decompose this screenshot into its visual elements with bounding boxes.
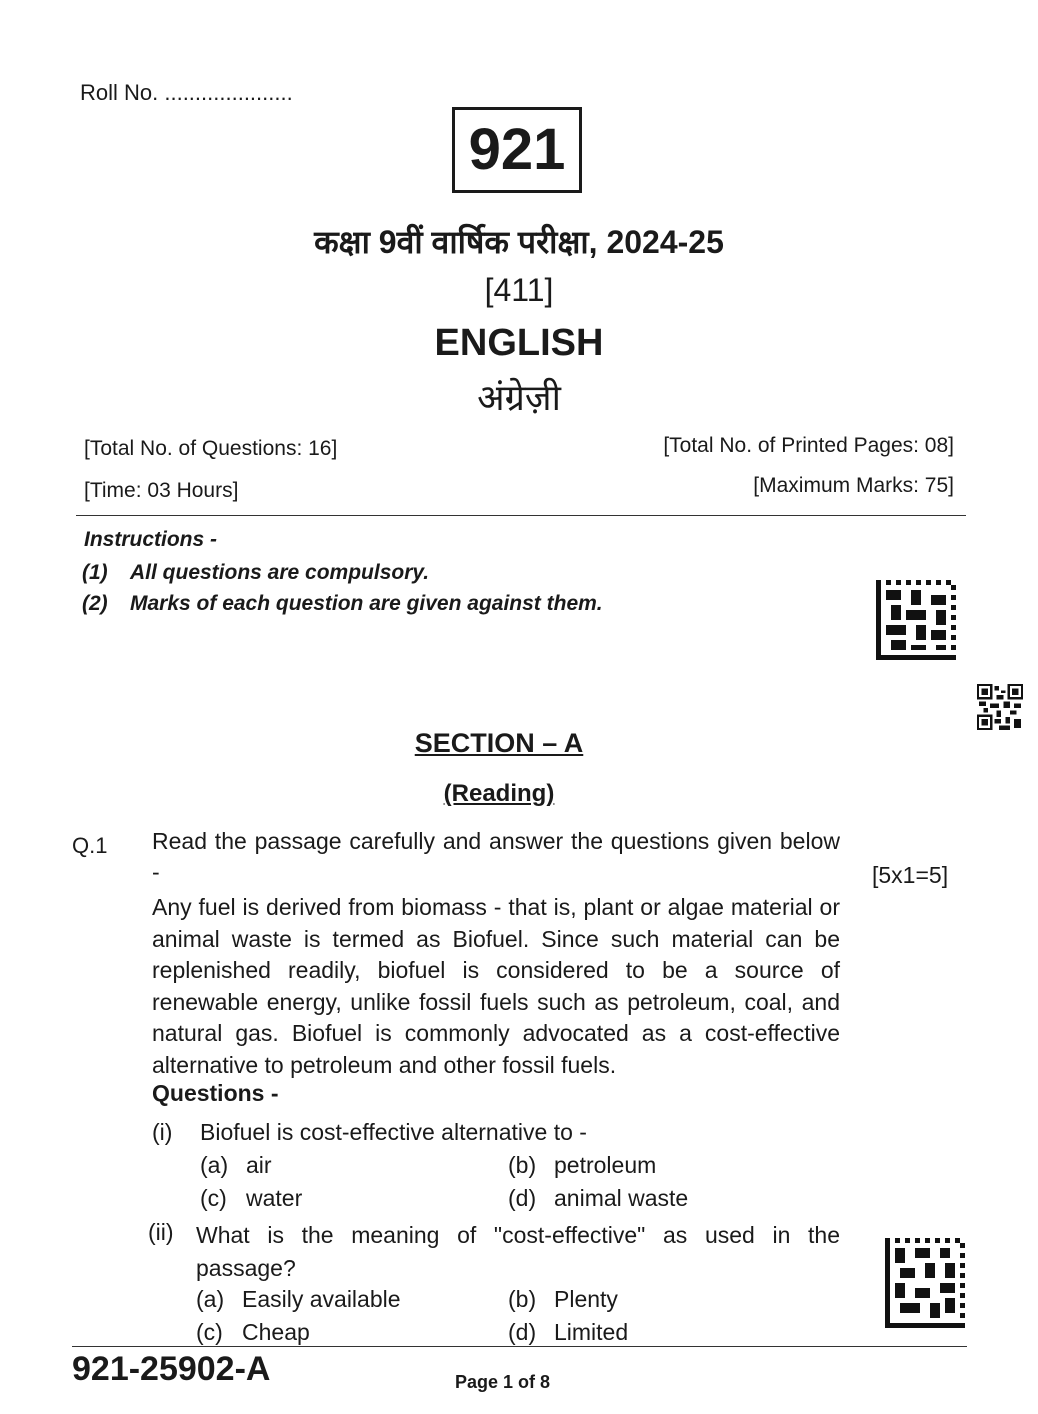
datamatrix-code-top (876, 580, 956, 660)
sub-question-text: Biofuel is cost-effective alternative to - (200, 1119, 587, 1145)
exam-title: कक्षा 9वीं वार्षिक परीक्षा, 2024-25 (314, 224, 724, 260)
time-allowed: [Time: 03 Hours] (84, 479, 239, 502)
sub-question-number: (i) (152, 1119, 173, 1145)
section-subtitle: (Reading) (443, 780, 555, 807)
option-label: (c) (196, 1319, 223, 1345)
roll-number-field: Roll No. ..................... (80, 80, 293, 105)
total-questions: [Total No. of Questions: 16] (84, 437, 338, 460)
subject-title: ENGLISH (434, 322, 604, 364)
instruction-number: (2) (82, 592, 108, 615)
option-text: animal waste (554, 1185, 689, 1211)
question-prompt: Read the passage carefully and answer the questions given below - (152, 828, 840, 885)
qr-code (975, 684, 1025, 730)
paper-code-box: 921 (452, 107, 582, 193)
option (200, 1152, 272, 1179)
option-text: Plenty (554, 1286, 618, 1312)
question-marks: [5x1=5] (872, 862, 949, 888)
option-text: Limited (554, 1319, 629, 1345)
instruction-text: All questions are compulsory. (130, 561, 430, 584)
page-number: Page 1 of 8 (454, 1372, 551, 1392)
option (508, 1286, 618, 1313)
footer-divider (72, 1346, 967, 1347)
printed-pages: [Total No. of Printed Pages: 08] (663, 434, 954, 457)
maximum-marks: [Maximum Marks: 75] (753, 474, 954, 497)
option-text: petroleum (554, 1152, 657, 1178)
option-text: air (246, 1152, 272, 1178)
instruction-item (82, 561, 429, 585)
option-label: (c) (200, 1185, 227, 1211)
option (508, 1152, 656, 1179)
paper-number: [411] (484, 272, 554, 308)
instruction-number: (1) (82, 561, 108, 584)
sub-question-text: What is the meaning of "cost-effective" as used in the passage? (196, 1222, 840, 1281)
instruction-text: Marks of each question are given against them. (130, 592, 603, 615)
subject-title-hindi: अंग्रेज़ी (477, 377, 561, 418)
reading-passage: Any fuel is derived from biomass - that is, plant or algae material or animal waste is termed as Biofuel. Since such material can be replenished readily, biofuel is considered to be a source of renewable energy, unlike fossil fuels such as petroleum, coal, and natural gas. Biofuel is commonly advocated as a cost-effective alternative to petroleum and other fossil fuels. (152, 894, 840, 1078)
question-number: Q.1 (72, 833, 108, 858)
option (508, 1185, 688, 1212)
option-label: (d) (508, 1185, 537, 1211)
header-divider (76, 515, 966, 516)
option (200, 1185, 302, 1212)
option-text: water (246, 1185, 303, 1211)
sub-question-number: (ii) (148, 1219, 174, 1245)
option-label: (b) (508, 1152, 537, 1178)
instruction-item (82, 592, 603, 616)
questions-heading: Questions - (152, 1080, 279, 1106)
option-text: Cheap (242, 1319, 310, 1345)
option (508, 1319, 628, 1346)
option (196, 1319, 310, 1346)
option (196, 1286, 401, 1313)
datamatrix-code-bottom (884, 1238, 966, 1328)
option-label: (d) (508, 1319, 537, 1345)
option-label: (a) (196, 1286, 225, 1312)
option-label: (b) (508, 1286, 537, 1312)
option-label: (a) (200, 1152, 229, 1178)
option-text: Easily available (242, 1286, 401, 1312)
paper-series-code: 921-25902-A (72, 1350, 271, 1388)
section-title: SECTION – A (414, 728, 584, 758)
instructions-heading: Instructions - (84, 528, 218, 551)
